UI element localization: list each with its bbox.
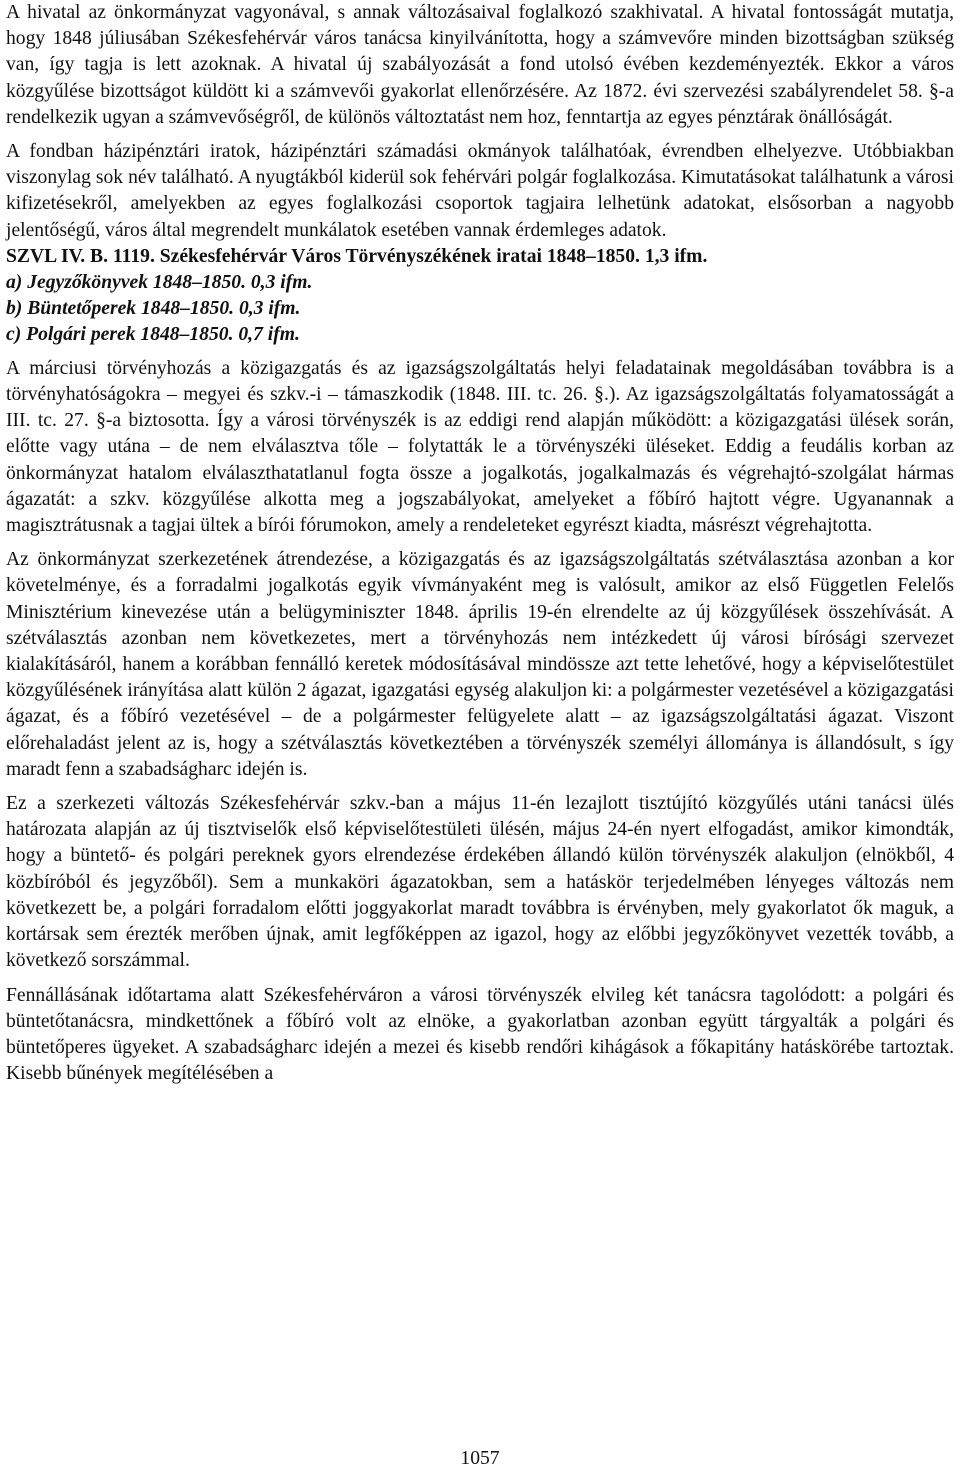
paragraph-szamvevoseg-intro: A hivatal az önkormányzat vagyonával, s annak változásaival foglalkozó szakhivatal. A hivatal fontosságát mutatja, hogy 1848 júliusában Székesfehérvár város tanácsa kinyilvánította, hogy a számvevőre minden bizottságban szükség van, így tagja is lett azoknak. A hivatal új szabályozását a fond utolsó évében kezdeményezték. Ekkor a város közgyűlése bizottságot küldött ki a számvevői gyakorlat ellenőrzésére. Az 1872. évi szervezési szabályrendelet 58. §-a rendelkezik ugyan a számvevőségről, de különös változtatást nem hoz, fenntartja az egyes pénztárak önállóságát. bbox=[6, 2, 954, 128]
paragraph-marciusi-torvenyhozas: A márciusi törvényhozás a közigazgatás és az igazságszolgáltatás helyi feladatainak megoldásában továbbra is a törvényhatóságokra – megyei és szkv.-i – támaszkodik (1848. III. tc. 26. §.). Az igazságszolgáltatás folyamatosságát a III. tc. 27. §-a biztosotta. Így a városi törvényszék is az eddigi rend alapján működött: a közigazgatási ülések során, előtte vagy utána – de nem elválasztva tőle – folytatták le a törvényszéki üléseket. Eddig a feudális korban az önkormányzat hatalom elválaszthatatlanul fogta össze a jogalkotás, jogalkalmazás és végrehajtó-szolgálat hármas ágazatát: a szkv. közgyűlése alkotta meg a jogszabályokat, amelyeket a főbíró hajtott végre. Ugyanannak a magisztrátusnak a tagjai ültek a bírói fórumokon, amely a rendeleteket egyrészt kiadta, másrészt végrehajtotta. bbox=[6, 357, 954, 537]
paragraph-szerkezeti-valtozas: Ez a szerkezeti változás Székesfehérvár szkv.-ban a május 11-én lezajlott tisztújító közgyűlés utáni tanácsi ülés határozata alapján az új tisztviselők első képviselőtestületi ülésén, május 24-én nyert elfogadást, amikor kimondták, hogy a büntető- és polgári pereknek gyors elrendezése érdekében állandó külön törvényszék alakuljon (elnökből, 4 közbíróból és jegyzőből). Sem a munkaköri ágazatokban, sem a hatáskör terjedelmében lényeges változás nem következett be, a polgári forradalom előtti joggyakorlat maradt továbbra is érvényben, mely gyakorlatot ők maguk, a kortársak sem érezték merőben újnak, amit legfőképpen az igazol, hogy az előbbi jegyzőkönyvet vezették tovább, a következő sorszámmal. bbox=[6, 793, 954, 972]
fond-heading: SZVL IV. B. 1119. Székesfehérvár Város Törvényszékének iratai 1848–1850. 1,3 ifm. bbox=[6, 245, 708, 267]
subseries-b: b) Büntetőperek 1848–1850. 0,3 ifm. bbox=[6, 297, 301, 319]
paragraph-szetvalasztas: Az önkormányzat szerkezetének átrendezése, a közigazgatás és az igazságszolgáltatás szétválasztása azonban a kor követelménye, és a forradalmi jogalkotás egyik vívmányaként meg is valósult, amikor az első Független Felelős Minisztérium kinevezése után a belügyminiszter 1848. április 19-én elrendelte az új közgyűlések összehívását. A szétválasztás azonban nem következetes, mert a törvényhozás nem intézkedett új városi bírósági szervezet kialakításáról, hanem a korábban fennálló keretek módosításával mindössze azt tette lehetővé, hogy a képviselőtestület közgyűlésének irányítása alatt külön 2 ágazat, igazgatási egység alakuljon ki: a polgármester vezetésével a közigazgatási ágazat, és a főbíró vezetésével – de a polgármester felügyelete alatt – az igazságszolgáltatási ágazat. Viszont előrehaladást jelent az is, hogy a szétválasztás következtében a törvényszék személyi állománya is állandósult, s így maradt fenn a szabadságharc idején is. bbox=[6, 549, 954, 780]
page-number: 1057 bbox=[460, 1448, 500, 1469]
subseries-a: a) Jegyzőkönyvek 1848–1850. 0,3 ifm. bbox=[6, 271, 313, 293]
paragraph-fennallas: Fennállásának időtartama alatt Székesfehérváron a városi törvényszék elvileg két tanácsra tagolódott: a polgári és büntetőtanácsra, mindkettőnek a főbíró volt az elnöke, a gyakorlatban azonban együtt tárgyalták a polgári és büntetőperes ügyeket. A szabadságharc idején a mezei és kisebb rendőri kihágások a főkapitány hatáskörébe tartoztak. Kisebb bűnények megítélésében a bbox=[6, 984, 954, 1085]
paragraph-fond-contents: A fondban házipénztári iratok, házipénztári számadási okmányok találhatóak, évrendben elhelyezve. Utóbbiakban viszonylag sok név található. A nyugtákból kiderül sok fehérvári polgár foglalkozása. Kimutatásokat találhatunk a városi kifizetésekről, amelyekben az egyes foglalkozási csoportok tagjaira lelhetünk adatokat, elsősorban a nagyobb jelentőségű, város által megrendelt munkálatok esetében vannak érdemleges adatok. bbox=[6, 141, 954, 241]
subseries-c: c) Polgári perek 1848–1850. 0,7 ifm. bbox=[6, 323, 300, 345]
